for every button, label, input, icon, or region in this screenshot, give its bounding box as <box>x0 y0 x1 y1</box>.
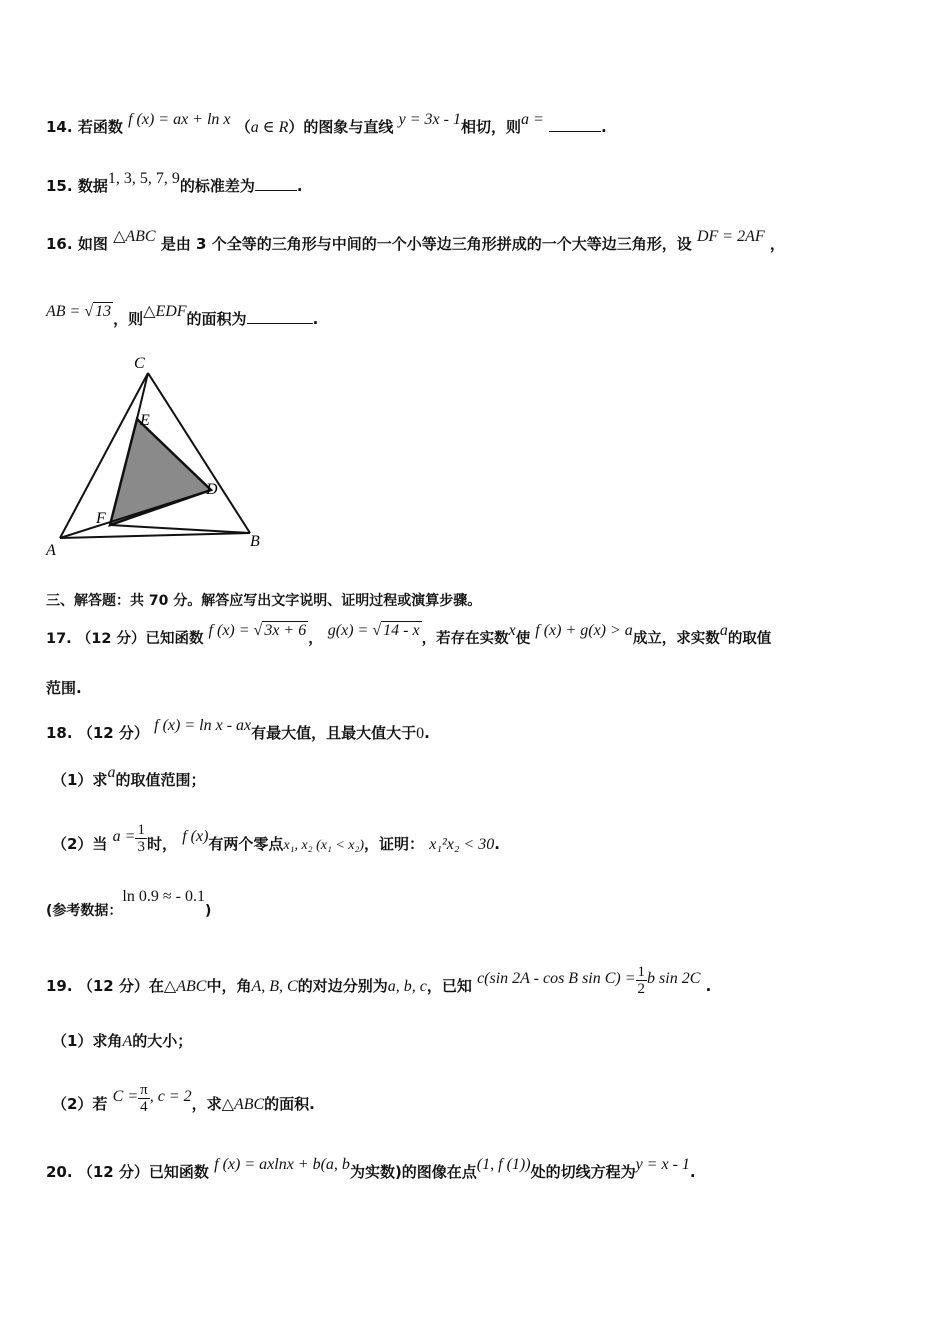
question-16-line-2 <box>46 303 319 329</box>
label-b: B <box>250 533 260 550</box>
q15-answer-blank[interactable] <box>255 190 297 191</box>
q18-p1-text: 的取值范围； <box>115 771 206 789</box>
q19-formula-sides: a, b, c <box>387 978 427 995</box>
q20-text-1: 为实数)的图像在点 <box>349 1163 477 1181</box>
q17-formula-ineq: f (x) + g(x) > a <box>535 622 633 639</box>
label-e: E <box>140 412 150 429</box>
q19-p2-fraction: $\frac{\pi}{4}$ <box>140 1082 148 1115</box>
question-17-line-2: 范围. <box>46 679 82 697</box>
q17-formula-x: x <box>508 622 516 639</box>
q17-formula-g: g(x) = √ 14 - x <box>327 622 420 639</box>
q19-p2-text-1: ，求 <box>191 1095 222 1113</box>
q18-p2-formula-roots: x₁, x₂ (x₁ < x₂) <box>283 838 365 853</box>
q19-fraction-half: $\frac{1}{2}$ <box>637 964 646 997</box>
q16-formula-df: DF = 2AF <box>696 228 765 245</box>
q18-number: 18. <box>46 724 73 742</box>
question-15 <box>46 170 303 196</box>
section-3-heading: 三、解答题：共 70 分。解答应写出文字说明、证明过程或演算步骤。 <box>46 593 482 609</box>
q18-part-1 <box>52 764 206 790</box>
q18-p1-formula: a <box>107 764 116 781</box>
q19-part-1 <box>52 1030 192 1051</box>
q15-text-2: 的标准差为 <box>179 177 255 195</box>
q17-text-4: 成立，求实数 <box>632 631 720 647</box>
segment-b-f <box>110 525 250 533</box>
q15-text-3: . <box>296 177 303 195</box>
side-ab <box>60 533 250 538</box>
q18-p2-fraction: $\frac{1}{3}$ <box>137 822 145 855</box>
q14-formula-f: f (x) = ax + ln x <box>128 111 231 128</box>
q19-p2-formula-triangle: △ABC <box>221 1096 265 1113</box>
q14-formula-domain: a ∈ R <box>250 119 289 136</box>
question-19 <box>46 964 712 1003</box>
q19-p2-formula-side: , c = 2 <box>149 1088 192 1105</box>
q18-formula-f: f (x) = ln x - ax <box>154 717 252 734</box>
q15-formula-data: 1, 3, 5, 7, 9 <box>107 170 180 187</box>
q18-ref-end: ) <box>204 903 212 919</box>
q16-text-2: 是由 3 个全等的三角形与中间的一个小等边三角形拼成的一个大等边三角形，设 <box>160 235 692 253</box>
q17-formula-a: a <box>719 622 728 639</box>
label-c: C <box>134 355 145 372</box>
q20-points: （12 分）已知函数 <box>77 1163 209 1181</box>
q14-number: 14. <box>46 118 73 136</box>
q19-points: （12 分）在 <box>77 977 164 995</box>
label-a: A <box>46 542 56 558</box>
q18-p1-label: （1）求 <box>52 771 108 789</box>
q18-points: （12 分） <box>77 724 149 742</box>
q20-formula-point: (1, f (1)) <box>476 1156 531 1173</box>
q14-text-4: 相切，则 <box>460 118 521 136</box>
q19-part-2 <box>52 1082 315 1121</box>
q18-reference-data <box>46 888 212 920</box>
q20-text-2: 处的切线方程为 <box>530 1163 636 1181</box>
q18-text-2: . <box>424 724 430 742</box>
q20-text-3: . <box>689 1163 696 1181</box>
q19-formula-triangle: △ABC <box>163 978 207 995</box>
q19-text-3: ，已知 <box>426 977 472 995</box>
q18-text-1: 有最大值，且最大值大于 <box>251 724 417 742</box>
q19-formula-angles: A, B, C <box>251 978 298 995</box>
q16-formula-edf: △EDF <box>143 303 187 320</box>
q16-formula-ab: AB = √ 13 <box>46 303 112 320</box>
q19-p1-formula: A <box>122 1033 133 1050</box>
q19-p2-formula-c: C = <box>112 1088 139 1105</box>
q18-p2-formula-f: f (x) <box>182 828 209 845</box>
q18-p2-text-2: 有两个零点 <box>208 835 284 853</box>
question-17-line-1 <box>46 622 772 648</box>
q19-text-2: 的对边分别为 <box>297 977 388 995</box>
q14-text-5: . <box>601 118 607 136</box>
q18-p2-text-1: 时， <box>146 835 177 853</box>
q19-p1-text: 的大小； <box>132 1032 193 1050</box>
q16-answer-blank[interactable] <box>247 323 313 324</box>
q18-ref-formula: ln 0.9 ≈ - 0.1 <box>122 888 205 905</box>
q16-text-3: ， <box>769 235 785 253</box>
question-16-line-1 <box>46 228 785 254</box>
q17-text-3: 使 <box>515 631 531 647</box>
q19-p1-label: （1）求角 <box>52 1032 123 1050</box>
q16-text-4: ，则 <box>113 310 144 328</box>
question-14 <box>46 111 607 137</box>
q16-formula-triangle: △ABC <box>113 228 156 245</box>
triangle-figure <box>40 348 280 558</box>
q19-formula-condition: c(sin 2A - cos B sin C) = <box>477 970 636 987</box>
q19-formula-condition-rhs: b sin 2C <box>647 970 701 987</box>
q17-text-5: 的取值 <box>727 631 772 647</box>
q16-text-1: 如图 <box>77 235 108 253</box>
q14-answer-blank[interactable] <box>549 131 601 132</box>
q16-number: 16. <box>46 235 73 253</box>
q15-text-1: 数据 <box>77 177 108 195</box>
question-18 <box>46 717 430 743</box>
q14-text-3: ）的图象与直线 <box>288 118 394 136</box>
q15-number: 15. <box>46 177 73 195</box>
q20-formula-f: f (x) = axlnx + b(a, b <box>214 1156 350 1173</box>
q17-text-2: ，若存在实数 <box>421 631 509 647</box>
q18-p2-text-3: ，证明： <box>364 835 425 853</box>
q20-number: 20. <box>46 1163 73 1181</box>
q20-formula-tangent: y = x - 1 <box>635 1156 690 1173</box>
q14-formula-line: y = 3x - 1 <box>398 111 461 128</box>
q16-text-5: 的面积为 <box>186 310 247 328</box>
q14-text-2: （ <box>235 118 251 136</box>
q19-p2-label: （2）若 <box>52 1095 108 1113</box>
question-20 <box>46 1156 696 1182</box>
q19-p2-text-2: 的面积. <box>264 1095 315 1113</box>
q18-p2-label: （2）当 <box>52 835 108 853</box>
label-d: D <box>206 481 218 498</box>
q18-p2-text-4: . <box>494 835 500 853</box>
q14-text-1: 若函数 <box>77 118 123 136</box>
q14-formula-a: a = <box>520 111 544 128</box>
q18-p2-formula-ineq: x₁²x₂ < 30 <box>429 836 495 853</box>
q17-formula-f: f (x) = √ 3x + 6 <box>208 622 307 639</box>
q17-text-1: ， <box>308 631 323 647</box>
q19-number: 19. <box>46 977 73 995</box>
label-f: F <box>96 510 106 527</box>
q18-part-2 <box>52 822 500 861</box>
q16-text-6: . <box>312 310 319 328</box>
q17-number: 17. <box>46 631 72 647</box>
q19-text-4: . <box>705 977 712 995</box>
q18-ref-label: (参考数据： <box>46 903 123 919</box>
q17-points: （12 分）已知函数 <box>76 631 204 647</box>
q18-formula-zero: 0 <box>416 725 425 742</box>
edf-shaded-triangle <box>110 419 211 525</box>
q18-p2-formula-a: a = <box>112 828 136 845</box>
q19-text-1: 中，角 <box>206 977 252 995</box>
